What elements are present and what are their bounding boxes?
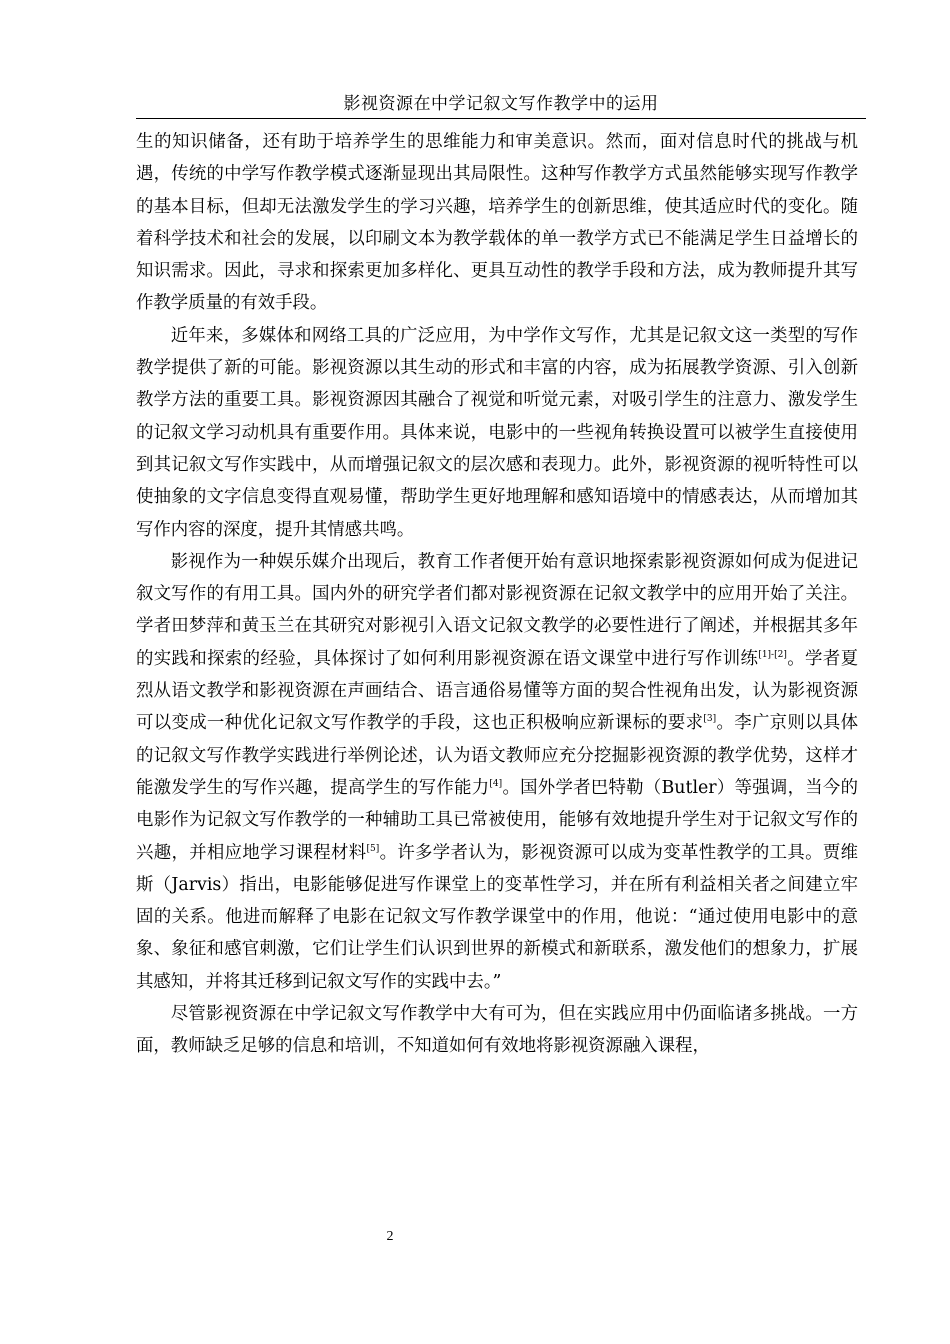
paragraph-segment: 。学者夏烈从语文教学和影视资源在声画结合、语言通俗易懂等方面的契合性视角出发，认为影视资源可以变成一种优化记叙文写作教学的手段，这也正积极响应新课标的要求 — [136, 648, 858, 734]
paragraph-segment: 影视作为一种娱乐媒介出现后，教育工作者便开始有意识地探索影视资源如何成为促进记叙文写作的有用工具。国内外的研究学者们都对影视资源在记叙文教学中的应用开始了关注。学者田梦萍和黄玉兰在其研究对影视引入语文记叙文教学的必要性进行了阐述，并根据其多年的实践和探索的经验，具体探讨了如何利用影视资源在语文课堂中进行写作训练 — [136, 551, 858, 669]
paragraph-continued: 生的知识储备，还有助于培养学生的思维能力和审美意识。然而，面对信息时代的挑战与机遇，传统的中学写作教学模式逐渐显现出其局限性。这种写作教学方式虽然能够实现写作教学的基本目标，但却无法激发学生的学习兴趣，培养学生的创新思维，使其适应时代的变化。随着科学技术和社会的发展，以印刷文本为教学载体的单一教学方式已不能满足学生日益增长的知识需求。因此，寻求和探索更加多样化、更具互动性的教学手段和方法，成为教师提升其写作教学质量的有效手段。 — [136, 132, 858, 314]
paragraph: 近年来，多媒体和网络工具的广泛应用，为中学作文写作，尤其是记叙文这一类型的写作教学提供了新的可能。影视资源以其生动的形式和丰富的内容，成为拓展教学资源、引入创新教学方法的重要工具。影视资源因其融合了视觉和听觉元素，对吸引学生的注意力、激发学生的记叙文学习动机具有重要作用。具体来说，电影中的一些视角转换设置可以被学生直接使用到其记叙文写作实践中，从而增强记叙文的层次感和表现力。此外，影视资源的视听特性可以使抽象的文字信息变得直观易懂，帮助学生更好地理解和感知语境中的情感表达，从而增加其写作内容的深度，提升其情感共鸣。 — [136, 325, 858, 540]
paragraph-with-citations — [136, 546, 858, 998]
body-text — [136, 126, 858, 1063]
paragraph-segment: 。国外学者巴特勒（Butler）等强调，当今的电影作为记叙文写作教学的一种辅助工具已常被使用，能够有效地提升学生对于记叙文写作的兴趣，并相应地学习课程材料 — [136, 777, 858, 863]
paragraph-segment: 。李广京则以具体的记叙文写作教学实践进行举例论述，认为语文教师应充分挖掘影视资源的教学优势，这样才能激发学生的写作兴趣，提高学生的写作能力 — [136, 713, 858, 798]
paragraph: 尽管影视资源在中学记叙文写作教学中大有可为，但在实践应用中仍面临诸多挑战。一方面，教师缺乏足够的信息和培训，不知道如何有效地将影视资源融入课程， — [136, 1004, 858, 1057]
paragraph-segment: 。许多学者认为，影视资源可以成为变革性教学的工具。贾维斯（Jarvis）指出，电影能够促进写作课堂上的变革性学习，并在所有利益相关者之间建立牢固的关系。他进而解释了电影在记叙文写作教学课堂中的作用，他说：“通过使用电影中的意象、象征和感官刺激，它们让学生们认识到世界的新模式和新联系，激发他们的想象力，扩展其感知，并将其迁移到记叙文写作的实践中去。” — [136, 842, 858, 992]
citation-marker: [1]-[2] — [758, 649, 787, 660]
page-number: 2 — [386, 1229, 394, 1244]
citation-marker: [4] — [489, 778, 503, 789]
page-header — [136, 90, 866, 119]
citation-marker: [3] — [703, 714, 717, 725]
citation-marker: [5] — [366, 843, 380, 854]
running-title: 影视资源在中学记叙文写作教学中的运用 — [343, 94, 659, 114]
